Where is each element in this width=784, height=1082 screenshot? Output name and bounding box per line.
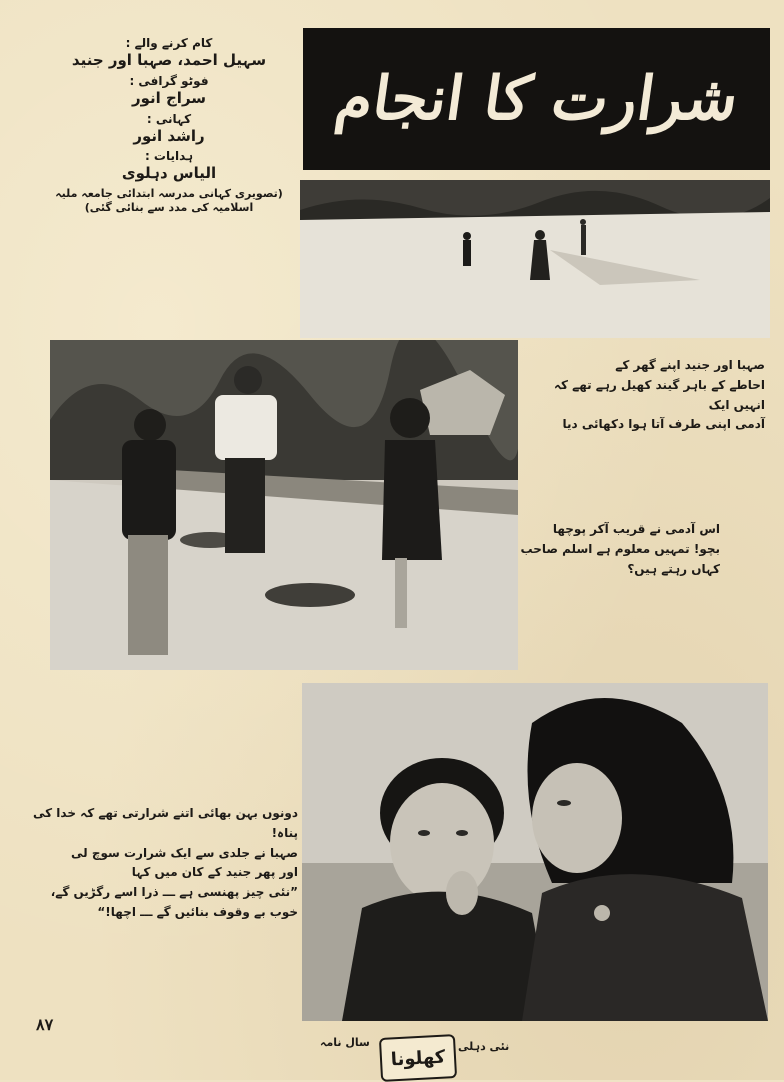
caption-first-line: صہبا اور جنید اپنے گھر کے — [615, 358, 765, 372]
page-number: ۸۷ — [36, 1015, 54, 1034]
story-name: راشد انور — [133, 126, 205, 145]
caption-third-line: دونوں بہن بھائی اتنے شرارتی تھے کہ خدا کی پناہ! — [33, 806, 298, 840]
photo-label: فوٹو گرافی : — [129, 73, 209, 88]
caption-second-line: کہاں رہتے ہیں؟ — [627, 561, 720, 576]
caption-third-line: صہبا نے جلدی سے ایک شرارت سوچ لی — [71, 845, 298, 860]
caption-first-line: احاطے کے باہر گیند کھیل رہے تھے کہ انہیں ایک — [553, 377, 765, 412]
annual-label: سال نامہ — [320, 1036, 370, 1049]
caption-second — [520, 520, 720, 579]
magazine-logo-text: کھلونا — [390, 1046, 446, 1070]
caption-third-line: ”نئی چیز پھنسی ہے ـــ ذرا اسے رگڑیں گے، — [50, 885, 298, 900]
caption-third-line: خوب بے وقوف بنائیں گے ـــ اچھا!“ — [97, 904, 298, 919]
magazine-logo — [379, 1034, 457, 1082]
caption-third-line: اور پھر جنید کے کان میں کہا — [131, 865, 298, 880]
photo-name: سراج انور — [131, 88, 207, 107]
caption-first — [525, 356, 765, 435]
direction-label: ہدایات : — [144, 149, 194, 164]
caption-second-line: بچو! تمہیں معلوم ہے اسلم صاحب — [520, 541, 720, 556]
caption-first-line: آدمی اپنی طرف آتا ہوا دکھائی دیا — [562, 417, 765, 432]
caption-third — [14, 804, 298, 923]
story-title: شرارت کا انجام — [330, 64, 743, 134]
direction-name: الیاس دہلوی — [121, 164, 217, 183]
city-label: نئی دہلی — [458, 1040, 510, 1053]
workers-names: سہیل احمد، صہبا اور جنید — [71, 51, 267, 69]
photo-man-and-children — [50, 340, 518, 670]
title-banner — [303, 28, 770, 170]
credits-note: (تصویری کہانی مدرسہ ابتدائی جامعہ ملیہ اسلامیہ کی مدد سے بنائی گئی) — [55, 187, 283, 214]
story-label: کہانی : — [146, 111, 192, 126]
photo-siblings-closeup — [302, 683, 768, 1021]
caption-second-line: اس آدمی نے قریب آکر پوچھا — [552, 522, 720, 536]
workers-label: کام کرنے والے : — [125, 36, 213, 50]
photo-field-scene — [300, 180, 770, 338]
credits-block — [40, 36, 298, 215]
